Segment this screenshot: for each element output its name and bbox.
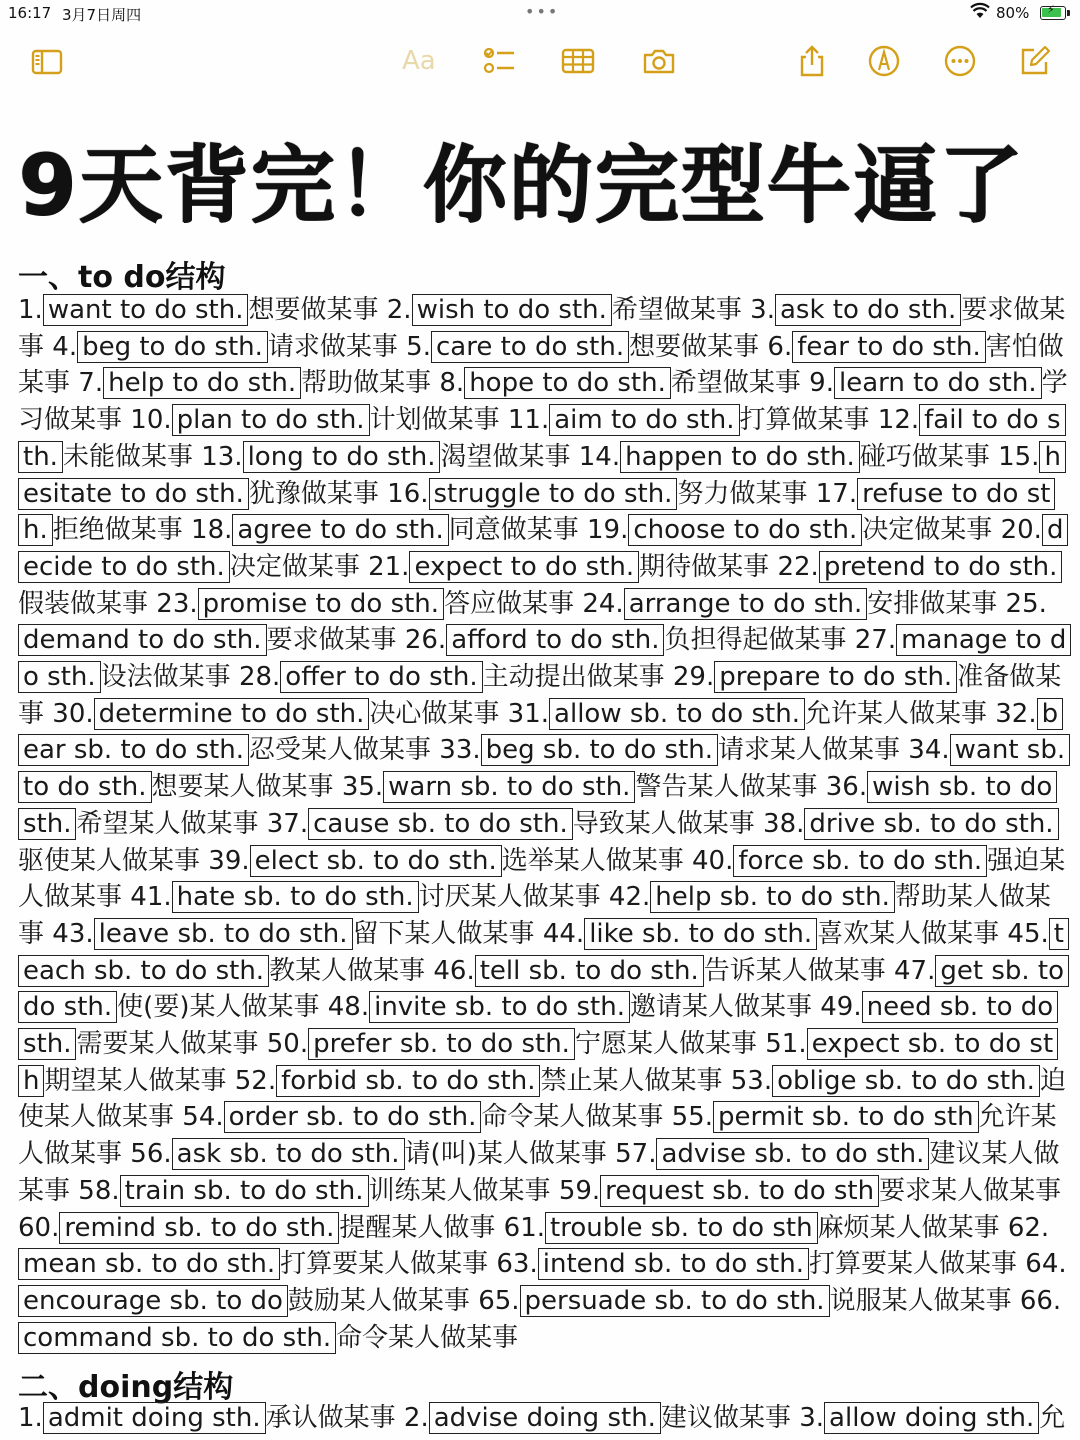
- phrase-meaning: 打算要某人做某事: [280, 1249, 489, 1280]
- boxed-phrase: warn sb. to do sth.: [383, 771, 635, 803]
- camera-icon[interactable]: [642, 44, 676, 78]
- phrase-item: [579, 441, 990, 473]
- boxed-phrase: choose to do sth.: [628, 514, 862, 546]
- wifi-icon: [970, 2, 990, 24]
- phrase-meaning: 拒绝做某事: [52, 515, 183, 546]
- phrase-meaning: 使(要)某人做某事: [117, 992, 320, 1023]
- sidebar-icon[interactable]: [30, 44, 64, 78]
- boxed-phrase: command sb. to do sth.: [18, 1322, 336, 1354]
- boxed-phrase: want sb. to do sth.: [18, 734, 1070, 803]
- phrase-meaning: 想要某人做某事: [151, 772, 334, 803]
- phrase-meaning: 请求做某事: [267, 331, 398, 362]
- phrase-meaning: 请求某人做某事: [718, 735, 901, 766]
- boxed-phrase: aim to do sth.: [549, 404, 739, 436]
- phrase-meaning: 选举某人做某事: [501, 845, 684, 876]
- phrase-item: [235, 1065, 723, 1097]
- boxed-phrase: like sb. to do sth.: [584, 918, 817, 950]
- item-number: 59.: [558, 1175, 601, 1206]
- item-number: 51.: [765, 1029, 807, 1060]
- item-number: 60.: [18, 1212, 60, 1243]
- phrase-item: [496, 1248, 1017, 1280]
- item-number: 31.: [507, 698, 550, 729]
- phrase-meaning: 决定做某事: [229, 551, 360, 582]
- phrase-meaning: 命令某人做某事: [481, 1102, 664, 1133]
- phrase-item: [182, 1101, 663, 1133]
- phrase-meaning: 承认做某事: [265, 1403, 396, 1433]
- item-number: 40.: [692, 845, 734, 876]
- boxed-phrase: elect sb. to do sth.: [250, 845, 502, 877]
- boxed-phrase: ask to do sth.: [775, 294, 961, 326]
- status-time: 16:17: [8, 4, 52, 22]
- phrase-meaning: 告诉某人做某事: [703, 955, 886, 986]
- phrase-meaning: 允许某人做某事: [804, 698, 987, 729]
- phrase-meaning: 决心做某事: [369, 698, 500, 729]
- phrase-meaning: 警告某人做某事: [635, 772, 818, 803]
- phrase-item: [267, 1028, 757, 1060]
- boxed-phrase: hesitate to do sth.: [18, 441, 1066, 510]
- boxed-phrase: prefer sb. to do sth.: [308, 1028, 575, 1060]
- item-number: 49.: [820, 992, 862, 1023]
- note-body-doing[interactable]: [18, 1400, 1078, 1440]
- boxed-phrase: ask sb. to do sth.: [172, 1138, 405, 1170]
- boxed-phrase: need sb. to do sth.: [18, 991, 1058, 1060]
- item-number: 47.: [894, 955, 936, 986]
- phrase-item: [191, 514, 579, 546]
- phrase-meaning: 学习做某事: [18, 368, 1068, 436]
- phrase-meaning: 要求某人做某事: [879, 1175, 1062, 1206]
- phrase-item: [433, 955, 885, 987]
- boxed-phrase: hate sb. to do sth.: [172, 881, 419, 913]
- share-icon[interactable]: [795, 44, 829, 78]
- phrase-meaning: 麻烦某人做某事: [817, 1212, 1000, 1243]
- boxed-phrase: intend sb. to do sth.: [538, 1248, 809, 1280]
- item-number: 3.: [750, 295, 775, 325]
- notes-toolbar: [0, 36, 1080, 86]
- phrase-meaning: 安排做某事: [867, 588, 998, 619]
- phrase-meaning: 允许某人做某事: [18, 1102, 1057, 1170]
- boxed-phrase: force sb. to do sth.: [733, 845, 987, 877]
- item-number: 34.: [908, 735, 950, 766]
- boxed-phrase: fear to do sth.: [792, 331, 986, 363]
- item-number: 2.: [386, 295, 412, 325]
- phrase-meaning: 邀请某人做某事: [629, 992, 812, 1023]
- phrase-meaning: 未能做某事: [62, 441, 193, 472]
- boxed-phrase: long to do sth.: [243, 441, 441, 473]
- phrase-item: [508, 404, 870, 436]
- item-number: 65.: [478, 1285, 520, 1316]
- boxed-phrase: tell sb. to do sth.: [475, 955, 704, 987]
- item-number: 9.: [809, 368, 834, 399]
- phrase-item: [559, 1175, 1061, 1207]
- item-number: 28.: [238, 662, 281, 693]
- boxed-phrase: trouble sb. to do sth: [545, 1212, 818, 1244]
- section-heading-doing: 二、doing结构: [18, 1370, 234, 1405]
- phrase-item: [18, 294, 379, 326]
- phrase-item: [201, 441, 570, 473]
- phrase-item: [543, 918, 999, 950]
- boxed-phrase: leave sb. to do sth.: [94, 918, 353, 950]
- boxed-phrase: manage to do sth.: [18, 624, 1071, 693]
- item-number: 1.: [18, 1403, 43, 1433]
- phrase-item: [130, 881, 600, 913]
- boxed-phrase: wish sb. to do sth.: [18, 771, 1057, 840]
- item-number: 58.: [78, 1175, 120, 1206]
- phrase-item: [208, 845, 683, 877]
- checklist-icon[interactable]: [482, 44, 516, 78]
- phrase-meaning: 同意做某事: [448, 515, 579, 546]
- item-number: 44.: [542, 918, 585, 949]
- boxed-phrase: admit doing sth.: [43, 1402, 266, 1434]
- item-number: 5.: [406, 331, 431, 362]
- item-number: 54.: [182, 1102, 224, 1133]
- phrase-item: [439, 367, 801, 399]
- item-number: 41.: [130, 882, 172, 913]
- item-number: 29.: [672, 662, 715, 693]
- status-bar: [0, 0, 1080, 28]
- phrase-meaning: 决定做某事: [862, 515, 993, 546]
- phrase-meaning: 需要某人做某事: [76, 1029, 259, 1060]
- phrase-meaning: 犹豫做某事: [248, 478, 379, 509]
- item-number: 42.: [608, 882, 651, 913]
- item-number: 32.: [995, 698, 1037, 729]
- item-number: 4.: [52, 331, 78, 362]
- phrase-meaning: 留下某人做某事: [352, 918, 535, 949]
- phrase-meaning: 禁止某人做某事: [540, 1065, 723, 1096]
- item-number: 16.: [387, 478, 429, 509]
- phrase-meaning: 期望某人做某事: [44, 1065, 227, 1096]
- phrase-meaning: 帮助做某事: [301, 368, 432, 399]
- phrase-item: [78, 367, 431, 399]
- item-number: 15.: [998, 441, 1040, 472]
- boxed-phrase: demand to do sth.: [18, 624, 267, 656]
- boxed-phrase: offer to do sth.: [280, 661, 482, 693]
- boxed-phrase: allow doing sth.: [824, 1402, 1039, 1434]
- boxed-phrase: pretend to do sth.: [819, 551, 1063, 583]
- phrase-meaning: 希望某人做某事: [76, 808, 259, 839]
- boxed-phrase: refuse to do sth.: [18, 478, 1055, 547]
- phrase-meaning: 允: [1039, 1403, 1066, 1433]
- phrase-meaning: 希望做某事: [670, 368, 801, 399]
- boxed-phrase: struggle to do sth.: [429, 478, 678, 510]
- phrase-item: [387, 294, 742, 326]
- item-number: 22.: [777, 551, 819, 582]
- item-number: 14.: [578, 441, 621, 472]
- item-number: 24.: [582, 588, 624, 619]
- phrase-meaning: 要求做某事: [266, 625, 397, 656]
- phrase-meaning: 讨厌某人做某事: [418, 882, 601, 913]
- phrase-meaning: 建议某人做某事: [18, 1139, 1060, 1206]
- item-number: 19.: [587, 515, 629, 546]
- compose-icon[interactable]: [1018, 44, 1052, 78]
- item-number: 57.: [615, 1139, 657, 1170]
- phrase-item: [267, 808, 755, 840]
- phrase-meaning: 设法做某事: [100, 662, 231, 693]
- item-number: 25.: [1005, 588, 1047, 619]
- boxed-phrase: order sb. to do sth.: [224, 1101, 482, 1133]
- phrase-item: [582, 588, 997, 620]
- more-icon[interactable]: [943, 44, 977, 78]
- item-number: 48.: [327, 992, 370, 1023]
- phrase-meaning: 导致某人做某事: [572, 808, 755, 839]
- boxed-phrase: help to do sth.: [103, 367, 301, 399]
- boxed-phrase: decide to do sth.: [18, 514, 1068, 583]
- phrase-meaning: 负担得起做某事: [664, 625, 847, 656]
- phrase-meaning: 主动提出做某事: [482, 662, 665, 693]
- item-number: 12.: [877, 405, 920, 436]
- item-number: 52.: [234, 1065, 277, 1096]
- phrase-meaning: 想要做某事: [248, 295, 379, 325]
- item-number: 45.: [1007, 918, 1049, 949]
- boxed-phrase: forbid sb. to do sth.: [276, 1065, 540, 1097]
- phrase-item: [508, 698, 987, 730]
- boxed-phrase: oblige sb. to do sth.: [772, 1065, 1040, 1097]
- phrase-item: [404, 1402, 791, 1434]
- item-number: 38.: [763, 808, 805, 839]
- item-number: 30.: [52, 698, 94, 729]
- phrase-meaning: 宁愿某人做某事: [574, 1029, 757, 1060]
- phrase-item: [504, 1212, 1000, 1244]
- phrase-meaning: 期待做某事: [639, 551, 770, 582]
- phrase-meaning: 渴望做某事: [440, 441, 571, 472]
- item-number: 17.: [815, 478, 858, 509]
- phrase-item: [78, 1175, 550, 1207]
- boxed-phrase: fail to do sth.: [18, 404, 1066, 473]
- item-number: 43.: [52, 918, 94, 949]
- phrase-meaning: 驱使某人做某事: [18, 845, 201, 876]
- item-number: 27.: [854, 625, 897, 656]
- phrase-meaning: 打算做某事: [739, 405, 870, 436]
- phrase-meaning: 答应做某事: [444, 588, 575, 619]
- phrase-item: [156, 588, 574, 620]
- boxed-phrase: advise doing sth.: [429, 1402, 661, 1434]
- boxed-phrase: teach sb. to do sth.: [18, 918, 1069, 987]
- markup-icon[interactable]: [867, 44, 901, 78]
- boxed-phrase: encourage sb. to do: [18, 1285, 288, 1317]
- boxed-phrase: invite sb. to do sth.: [369, 991, 630, 1023]
- phrase-meaning: 训练某人做某事: [368, 1175, 551, 1206]
- item-number: 18.: [191, 515, 233, 546]
- item-number: 37.: [266, 808, 309, 839]
- note-title[interactable]: 9天背完！你的完型牛逼了: [18, 136, 1025, 234]
- item-number: 10.: [130, 405, 172, 436]
- battery-percent: 80%: [996, 4, 1030, 22]
- boxed-phrase: beg sb. to do sth.: [481, 734, 718, 766]
- item-number: 61.: [503, 1212, 546, 1243]
- boxed-phrase: agree to do sth.: [232, 514, 448, 546]
- phrase-meaning: 准备做某事: [18, 662, 1062, 729]
- item-number: 36.: [825, 772, 868, 803]
- phrase-meaning: 碰巧做某事: [859, 441, 990, 472]
- boxed-phrase: determine to do sth.: [94, 698, 370, 730]
- item-number: 62.: [1007, 1212, 1050, 1243]
- boxed-phrase: help sb. to do sth.: [650, 881, 895, 913]
- item-number: 2.: [403, 1403, 429, 1433]
- phrase-meaning: 要求做某事: [18, 295, 1066, 362]
- item-number: 20.: [1000, 515, 1042, 546]
- item-number: 21.: [368, 551, 410, 582]
- phrase-meaning: 假装做某事: [18, 588, 149, 619]
- phrase-meaning: 计划做某事: [369, 405, 500, 436]
- phrase-meaning: 想要做某事: [629, 331, 760, 362]
- item-number: 3.: [799, 1403, 825, 1433]
- boxed-phrase: hope to do sth.: [464, 367, 671, 399]
- phrase-item: [328, 991, 812, 1023]
- boxed-phrase: permit sb. to do sth: [713, 1101, 979, 1133]
- item-number: 13.: [201, 441, 243, 472]
- item-number: 39.: [208, 845, 250, 876]
- boxed-phrase: prepare to do sth.: [714, 661, 957, 693]
- section-heading-to-do: 一、to do结构: [18, 260, 226, 295]
- boxed-phrase: expect to do sth.: [409, 551, 639, 583]
- boxed-phrase: get sb. to do sth.: [18, 955, 1069, 1024]
- status-date: 3月7日周四: [62, 6, 142, 24]
- phrase-meaning: 说服某人做某事: [829, 1285, 1012, 1316]
- phrase-item: [387, 478, 807, 510]
- table-icon[interactable]: [561, 44, 595, 78]
- phrase-meaning: 帮助某人做某事: [18, 882, 1051, 949]
- item-number: 56.: [130, 1139, 172, 1170]
- phrase-item: [342, 771, 818, 803]
- item-number: 6.: [767, 331, 793, 362]
- phrase-meaning: 努力做某事: [677, 478, 808, 509]
- item-number: 1.: [18, 295, 43, 325]
- phrase-meaning: 喜欢某人做某事: [817, 918, 1000, 949]
- item-number: 7.: [78, 368, 104, 399]
- phrase-item: [18, 1402, 396, 1434]
- item-number: 53.: [730, 1065, 773, 1096]
- item-number: 64.: [1025, 1249, 1067, 1280]
- phrase-item: [799, 1402, 1065, 1434]
- boxed-phrase: bear sb. to do sth.: [18, 698, 1063, 767]
- item-number: 35.: [341, 772, 384, 803]
- phrase-item: [406, 331, 759, 363]
- boxed-phrase: advise sb. to do sth.: [656, 1138, 929, 1170]
- phrase-meaning: 害怕做某事: [18, 331, 1064, 399]
- phrase-meaning: 打算要某人做某事: [809, 1249, 1018, 1280]
- phrase-item: [130, 1138, 607, 1170]
- phrase-item: [587, 514, 992, 546]
- phrase-meaning: 强迫某人做某事: [18, 845, 1066, 913]
- boxed-phrase: happen to do sth.: [620, 441, 860, 473]
- item-number: 11.: [507, 405, 550, 436]
- phrase-item: [52, 331, 398, 363]
- phrase-item: [478, 1285, 1011, 1317]
- item-number: 26.: [404, 625, 447, 656]
- boxed-phrase: drive sb. to do sth.: [804, 808, 1058, 840]
- phrase-item: [18, 1212, 495, 1244]
- item-number: 23.: [156, 588, 198, 619]
- item-number: 8.: [439, 368, 465, 399]
- boxed-phrase: afford to do sth.: [446, 624, 664, 656]
- phrase-item: [405, 624, 847, 656]
- phrase-item: [368, 551, 769, 583]
- boxed-phrase: care to do sth.: [431, 331, 629, 363]
- multitasking-dots[interactable]: •••: [525, 2, 560, 21]
- boxed-phrase: wish to do sth.: [412, 294, 612, 326]
- boxed-phrase: want to do sth.: [43, 294, 249, 326]
- phrase-item: [52, 698, 499, 730]
- item-number: 66.: [1019, 1285, 1062, 1316]
- phrase-item: [439, 734, 900, 766]
- item-number: 63.: [496, 1249, 538, 1280]
- boxed-phrase: cause sb. to do sth.: [308, 808, 573, 840]
- boxed-phrase: remind sb. to do sth.: [59, 1212, 339, 1244]
- boxed-phrase: train sb. to do sth.: [120, 1175, 369, 1207]
- item-number: 46.: [433, 955, 475, 986]
- boxed-phrase: plan to do sth.: [172, 404, 370, 436]
- phrase-meaning: 鼓励某人做某事: [287, 1285, 470, 1316]
- phrase-meaning: 命令某人做某事: [336, 1322, 519, 1353]
- boxed-phrase: expect sb. to do sth: [18, 1028, 1058, 1097]
- format-text-button[interactable]: Aa: [402, 46, 436, 76]
- boxed-phrase: promise to do sth.: [198, 588, 444, 620]
- phrase-meaning: 建议做某事: [660, 1403, 791, 1433]
- boxed-phrase: arrange to do sth.: [624, 588, 868, 620]
- battery-icon: ⚡: [1040, 6, 1066, 20]
- boxed-phrase: mean sb. to do sth.: [18, 1248, 280, 1280]
- phrase-meaning: 请(叫)某人做某事: [404, 1139, 607, 1170]
- phrase-meaning: 希望做某事: [611, 295, 742, 325]
- item-number: 55.: [671, 1102, 713, 1133]
- phrase-meaning: 迫使某人做某事: [18, 1065, 1066, 1133]
- boxed-phrase: persuade sb. to do sth.: [520, 1285, 830, 1317]
- item-number: 50.: [266, 1029, 309, 1060]
- phrase-item: [130, 404, 499, 436]
- phrase-item: [239, 661, 665, 693]
- phrase-meaning: 教某人做某事: [269, 955, 426, 986]
- boxed-phrase: request sb. to do sth: [600, 1175, 879, 1207]
- boxed-phrase: beg to do sth.: [77, 331, 268, 363]
- boxed-phrase: allow sb. to do sth.: [549, 698, 805, 730]
- phrase-item: [52, 918, 534, 950]
- boxed-phrase: learn to do sth.: [834, 367, 1042, 399]
- item-number: 33.: [439, 735, 481, 766]
- phrase-meaning: 忍受某人做某事: [249, 735, 432, 766]
- note-body-to-do[interactable]: [18, 292, 1068, 1356]
- phrase-meaning: 提醒某人做事: [339, 1212, 496, 1243]
